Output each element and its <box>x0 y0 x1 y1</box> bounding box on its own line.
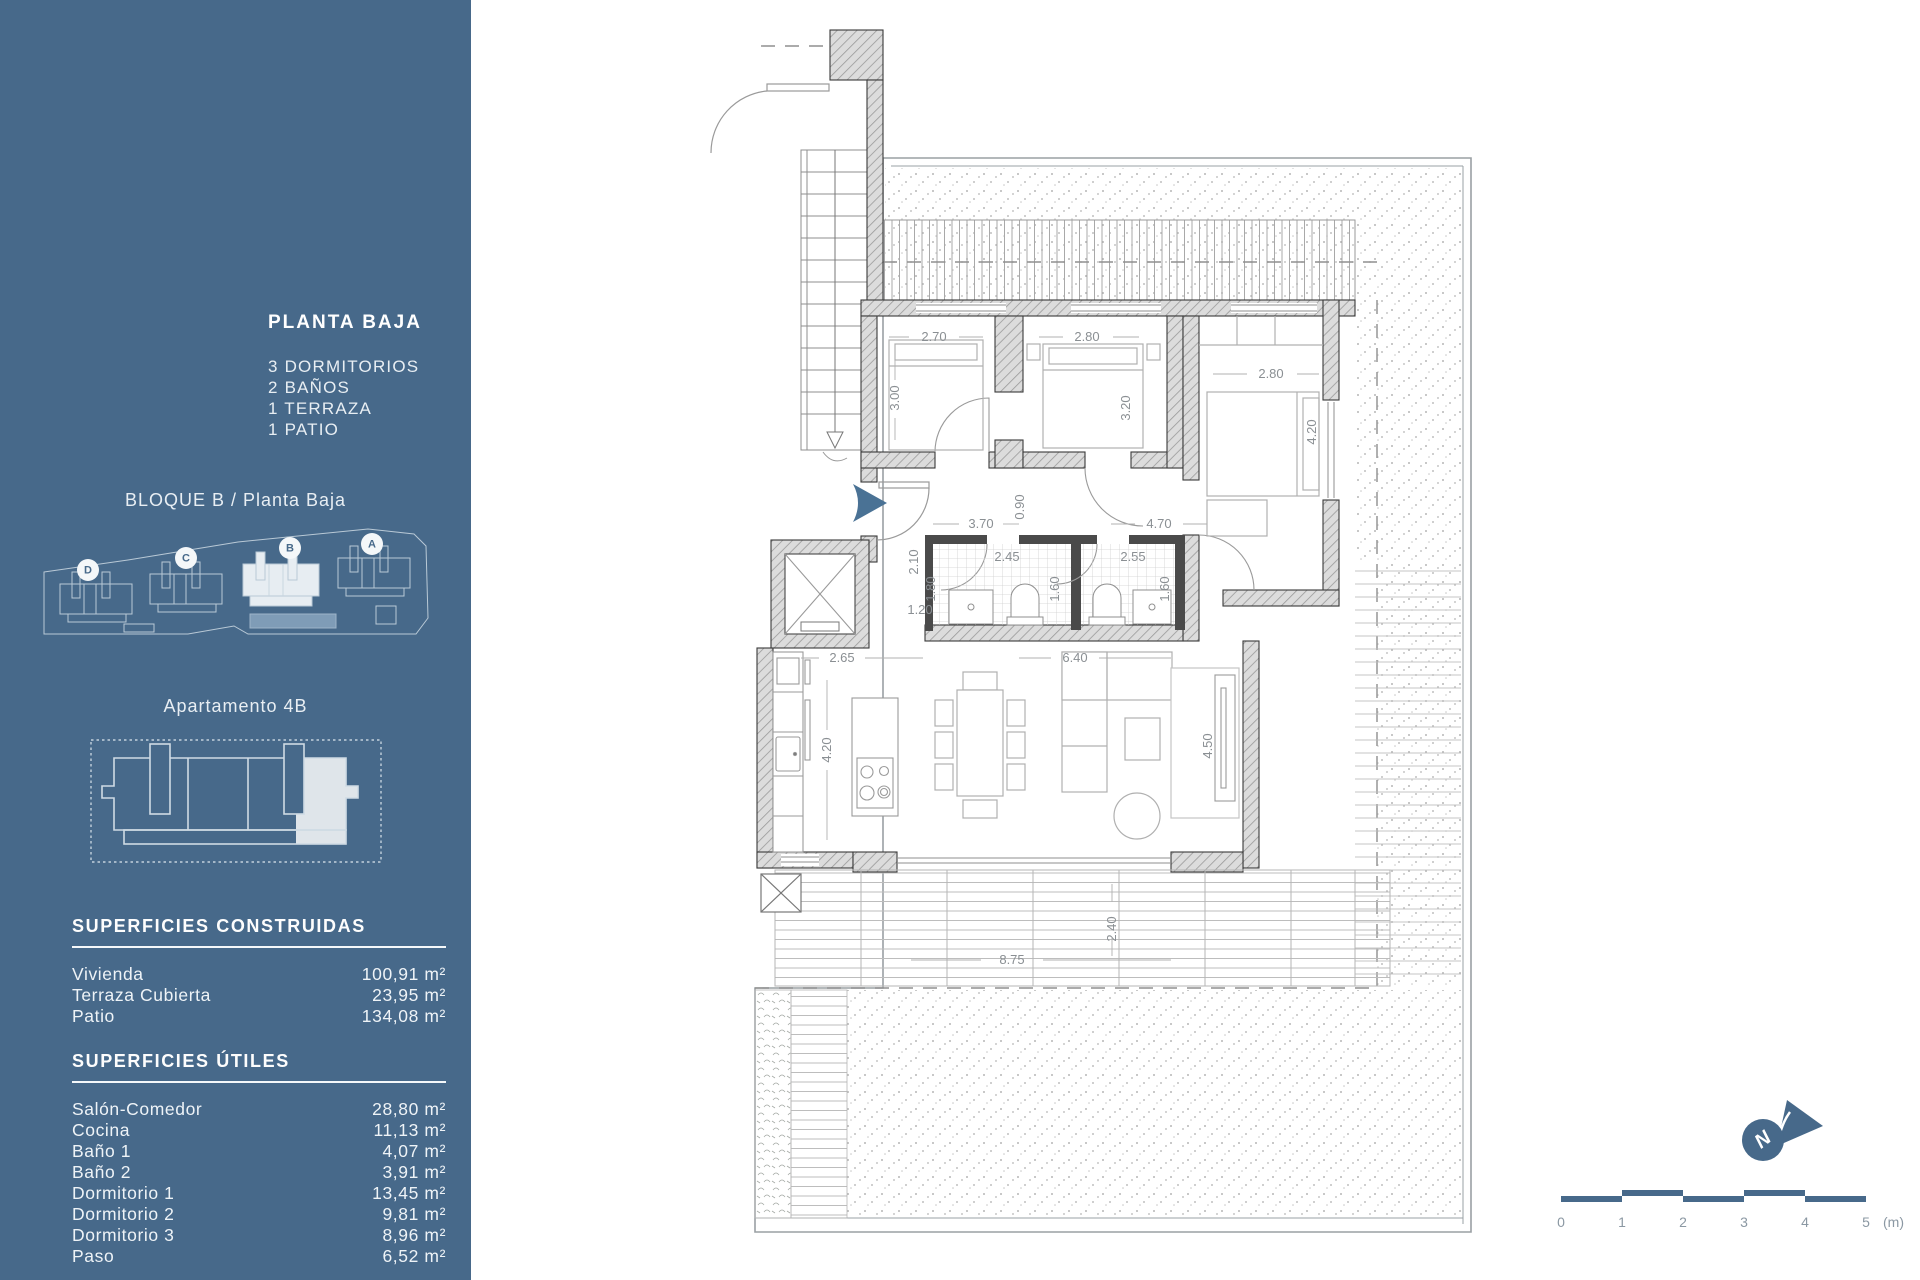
row-label: Cocina <box>72 1120 131 1140</box>
table-row <box>72 1120 446 1141</box>
bedroom-1-furniture <box>889 340 983 450</box>
site-pool <box>250 614 336 628</box>
site-block-b-highlighted <box>243 552 319 606</box>
dimension-label: 2.10 <box>906 549 921 575</box>
scale-tick: 1 <box>1618 1214 1626 1230</box>
feature-item: 1 PATIO <box>268 420 340 439</box>
row-label: Salón-Comedor <box>72 1099 203 1119</box>
table-row <box>72 1099 446 1120</box>
dimension-label: 4.20 <box>1304 419 1319 445</box>
scale-tick-labels <box>1557 1214 1870 1230</box>
dimension-label: 1.20 <box>907 602 933 617</box>
built-surfaces-table <box>72 964 446 1027</box>
floor-plan-area <box>471 0 1920 1280</box>
site-block-c <box>150 562 222 612</box>
row-label: Dormitorio 3 <box>72 1225 175 1245</box>
scale-bar <box>1557 1190 1904 1230</box>
pergola-band <box>883 220 1377 300</box>
row-label: Patio <box>72 1006 115 1026</box>
row-value: 6,52 m² <box>382 1246 446 1266</box>
svg-text:N: N <box>1750 1126 1776 1154</box>
scale-tick: 0 <box>1557 1214 1565 1230</box>
site-block-badge <box>279 537 301 559</box>
drain-box <box>761 874 801 912</box>
scale-tick: 2 <box>1679 1214 1687 1230</box>
walls <box>757 30 1355 872</box>
dimension-label: 6.40 <box>1062 650 1088 665</box>
table-row <box>72 1204 446 1225</box>
feature-item: 1 TERRAZA <box>268 399 373 418</box>
dimension-label: 8.75 <box>999 952 1025 967</box>
row-label: Terraza Cubierta <box>72 985 211 1005</box>
row-value: 28,80 m² <box>372 1099 446 1119</box>
row-label: Baño 2 <box>72 1162 132 1182</box>
useful-surfaces-table <box>72 1099 446 1267</box>
surface-tables <box>72 916 446 1267</box>
dimension-label: 1.60 <box>1157 576 1172 602</box>
page-title: PLANTA BAJA <box>268 312 422 333</box>
dimension-label: 2.70 <box>921 329 947 344</box>
table-row <box>72 1225 446 1246</box>
table-row <box>72 1246 446 1267</box>
row-value: 23,95 m² <box>372 985 446 1005</box>
row-label: Paso <box>72 1246 115 1266</box>
dimension-label: 2.40 <box>1104 916 1119 942</box>
scale-tick: 4 <box>1801 1214 1809 1230</box>
feature-item: 2 BAÑOS <box>268 378 351 397</box>
row-value: 11,13 m² <box>373 1120 446 1140</box>
scale-unit: (m) <box>1883 1214 1904 1230</box>
row-value: 9,81 m² <box>382 1204 446 1224</box>
svg-text:B: B <box>286 542 294 555</box>
built-surfaces-title: SUPERFICIES CONSTRUIDAS <box>72 916 446 948</box>
site-plan-diagram <box>38 522 434 658</box>
dimension-label: 1.60 <box>1047 576 1062 602</box>
site-block-badge <box>361 533 383 555</box>
apartment-diagram <box>88 726 384 866</box>
dimension-label: 3.20 <box>1118 395 1133 421</box>
floor-plan <box>471 0 1920 1280</box>
exterior-stairs <box>801 150 867 461</box>
site-block-badge <box>175 547 197 569</box>
row-label: Dormitorio 2 <box>72 1204 175 1224</box>
dimension-label: 2.55 <box>1120 549 1146 564</box>
garden-strips <box>755 990 847 1218</box>
dimension-label: 3.00 <box>887 385 902 411</box>
sidebar <box>0 0 471 1280</box>
site-block-d <box>60 572 132 622</box>
site-block-badge <box>77 559 99 581</box>
dimension-label: 2.65 <box>829 650 855 665</box>
landing-door <box>711 84 829 153</box>
dimension-label: 0.90 <box>1012 494 1027 520</box>
kitchen-island <box>852 698 898 816</box>
svg-text:C: C <box>182 552 190 565</box>
entrance-arrow-icon <box>853 484 887 522</box>
bedroom-2-furniture <box>1027 344 1160 448</box>
useful-surfaces-title: SUPERFICIES ÚTILES <box>72 1051 446 1083</box>
dimension-label: 4.50 <box>1200 733 1215 759</box>
kitchen <box>773 652 810 852</box>
row-value: 4,07 m² <box>382 1141 446 1161</box>
dimension-label: 2.80 <box>1258 366 1284 381</box>
deck-terrace <box>761 870 1390 986</box>
tv-unit <box>1215 675 1235 801</box>
row-value: 100,91 m² <box>361 964 446 984</box>
row-label: Vivienda <box>72 964 144 984</box>
feature-list <box>268 356 419 440</box>
site-block-badges <box>77 533 383 581</box>
dimension-label: 4.20 <box>819 737 834 763</box>
scale-tick: 5 <box>1862 1214 1870 1230</box>
entry <box>853 482 929 540</box>
north-arrow-icon <box>1742 1100 1823 1161</box>
table-row <box>72 1006 446 1027</box>
svg-text:A: A <box>368 538 376 551</box>
row-label: Baño 1 <box>72 1141 132 1161</box>
table-row <box>72 1141 446 1162</box>
table-row <box>72 985 446 1006</box>
table-row <box>72 964 446 985</box>
block-label: BLOQUE B / Planta Baja <box>124 490 347 510</box>
dimension-label: 2.45 <box>994 549 1020 564</box>
dimension-label: 1.80 <box>923 576 938 602</box>
feature-item: 3 DORMITORIOS <box>268 357 420 376</box>
dimension-label: 2.80 <box>1074 329 1100 344</box>
dimension-label: 3.70 <box>968 516 994 531</box>
row-label: Dormitorio 1 <box>72 1183 175 1203</box>
row-value: 13,45 m² <box>372 1183 446 1203</box>
row-value: 8,96 m² <box>382 1225 446 1245</box>
svg-text:D: D <box>84 564 92 577</box>
dining-set <box>935 672 1025 818</box>
apartment-label: Apartamento 4B <box>163 696 308 716</box>
table-row <box>72 1183 446 1204</box>
elevator <box>771 540 869 648</box>
row-value: 134,08 m² <box>361 1006 446 1026</box>
scale-tick: 3 <box>1740 1214 1748 1230</box>
table-row <box>72 1162 446 1183</box>
dimension-label: 4.70 <box>1146 516 1172 531</box>
row-value: 3,91 m² <box>382 1162 446 1182</box>
